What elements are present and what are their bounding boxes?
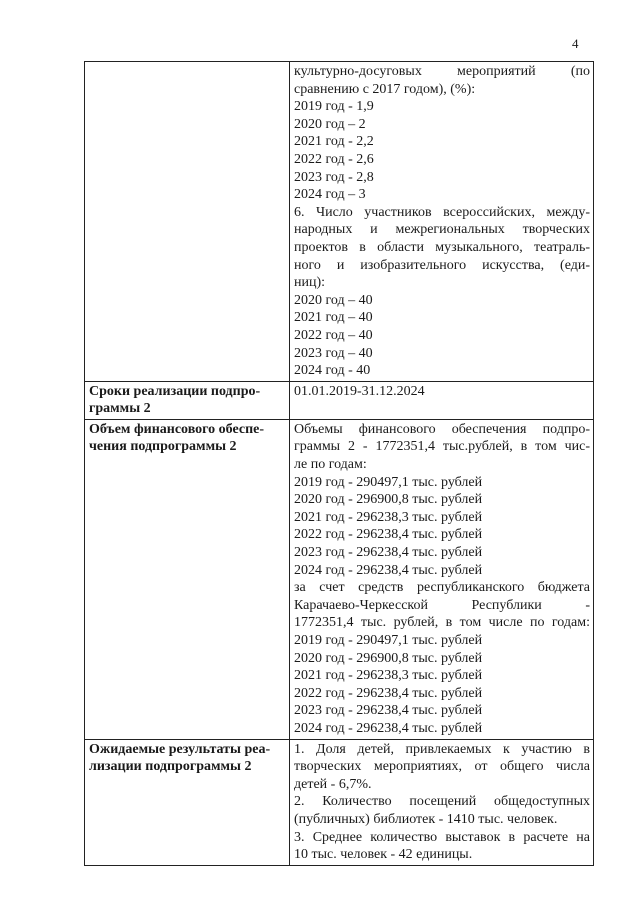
financing-year-value: 2019 год - 290497,1 тыс. рублей [294, 474, 483, 490]
financing-text-line: Объемы финансового обеспечения подпро- [294, 421, 590, 437]
indicator-6-year-value: 2021 год – 40 [294, 310, 373, 326]
result-1-text-line: детей - 6,7%. [294, 776, 372, 792]
indicator-6-text-line: народных и межрегиональных творческих [294, 222, 590, 238]
financing-year-value: 2023 год - 296238,4 тыс. рублей [294, 545, 483, 561]
label-cell-period [85, 381, 290, 419]
result-2-text-line: (публичных) библиотек - 1410 тыс. человек. [294, 811, 558, 827]
row-label-line: Сроки реализации подпро- [89, 383, 261, 399]
financing-year-value: 2021 год - 296238,3 тыс. рублей [294, 509, 483, 525]
page-number: 4 [572, 36, 579, 51]
financing-text-line: граммы 2 - 1772351,4 тыс.рублей, в том чис- [294, 439, 590, 455]
indicator-6-text-line: проектов в области музыкального, театраль- [294, 239, 590, 255]
label-cell-empty [85, 62, 290, 382]
result-1-text-line: 1. Доля детей, привлекаемых к участию в [294, 741, 590, 757]
indicator-5-year-value: 2023 год - 2,8 [294, 169, 374, 185]
indicator-5-year-value: 2022 год - 2,6 [294, 151, 374, 167]
row-label-line: чения подпрограммы 2 [89, 439, 237, 455]
indicator-6-year-value: 2024 год - 40 [294, 363, 371, 379]
subprogram-passport-table [84, 61, 594, 866]
result-2-text-line: 2. Количество посещений общедоступных [294, 794, 590, 810]
row-label-line: Ожидаемые результаты реа- [89, 741, 271, 757]
indicator-6-text-line: 6. Число участников всероссийских, между- [294, 204, 590, 220]
result-3-text-line: 3. Среднее количество выставок в расчете на [294, 829, 590, 845]
indicator-6-text-line: ного и изобразительного искусства, (еди- [294, 257, 590, 273]
budget-year-value: 2023 год - 296238,4 тыс. рублей [294, 703, 483, 719]
row-label-line: Объем финансового обеспе- [89, 421, 265, 437]
table-row-results [85, 739, 594, 865]
content-cell-financing [290, 419, 594, 739]
indicator-6-year-value: 2023 год – 40 [294, 345, 373, 361]
table-row-financing [85, 419, 594, 739]
indicator-5-year-value: 2020 год – 2 [294, 116, 366, 132]
content-cell-period [290, 381, 594, 419]
table-row-period [85, 381, 594, 419]
financing-text-line: ле по годам: [294, 457, 367, 473]
row-label-line: лизации подпрограммы 2 [89, 759, 252, 775]
result-3-text-line: 10 тыс. человек - 42 единицы. [294, 847, 473, 863]
label-cell-financing [85, 419, 290, 739]
content-cell-indicators [290, 62, 594, 382]
indicator-5-year-value: 2021 год - 2,2 [294, 134, 374, 150]
indicator-6-year-value: 2022 год – 40 [294, 327, 373, 343]
budget-year-value: 2024 год - 296238,4 тыс. рублей [294, 720, 483, 736]
budget-source-text-line: за счет средств республиканского бюджета [294, 580, 590, 596]
label-cell-results [85, 739, 290, 865]
budget-year-value: 2022 год - 296238,4 тыс. рублей [294, 685, 483, 701]
budget-year-value: 2020 год - 296900,8 тыс. рублей [294, 650, 483, 666]
budget-year-value: 2019 год - 290497,1 тыс. рублей [294, 633, 483, 648]
period-value: 01.01.2019-31.12.2024 [294, 383, 425, 399]
budget-source-text-line: Карачаево-Черкесской Республики - [294, 597, 590, 613]
indicator-5-year-value: 2019 год - 1,9 [294, 99, 374, 115]
row-label-line: граммы 2 [89, 401, 151, 417]
indicator-5-year-value: 2024 год – 3 [294, 187, 366, 203]
content-cell-results [290, 739, 594, 865]
result-1-text-line: творческих мероприятиях, от общего числа [294, 759, 590, 775]
budget-year-value: 2021 год - 296238,3 тыс. рублей [294, 668, 483, 684]
indicator-5-text-line: сравнению с 2017 годом), (%): [294, 81, 476, 97]
table-row-indicators [85, 62, 594, 382]
budget-source-text-line: 1772351,4 тыс. рублей, в том числе по годам: [294, 615, 590, 631]
financing-year-value: 2022 год - 296238,4 тыс. рублей [294, 527, 483, 543]
financing-year-value: 2024 год - 296238,4 тыс. рублей [294, 562, 483, 578]
indicator-5-text-line: культурно-досуговых мероприятий (по [294, 64, 590, 79]
indicator-6-year-value: 2020 год – 40 [294, 292, 373, 308]
financing-year-value: 2020 год - 296900,8 тыс. рублей [294, 492, 483, 508]
indicator-6-text-line: ниц): [294, 275, 326, 291]
